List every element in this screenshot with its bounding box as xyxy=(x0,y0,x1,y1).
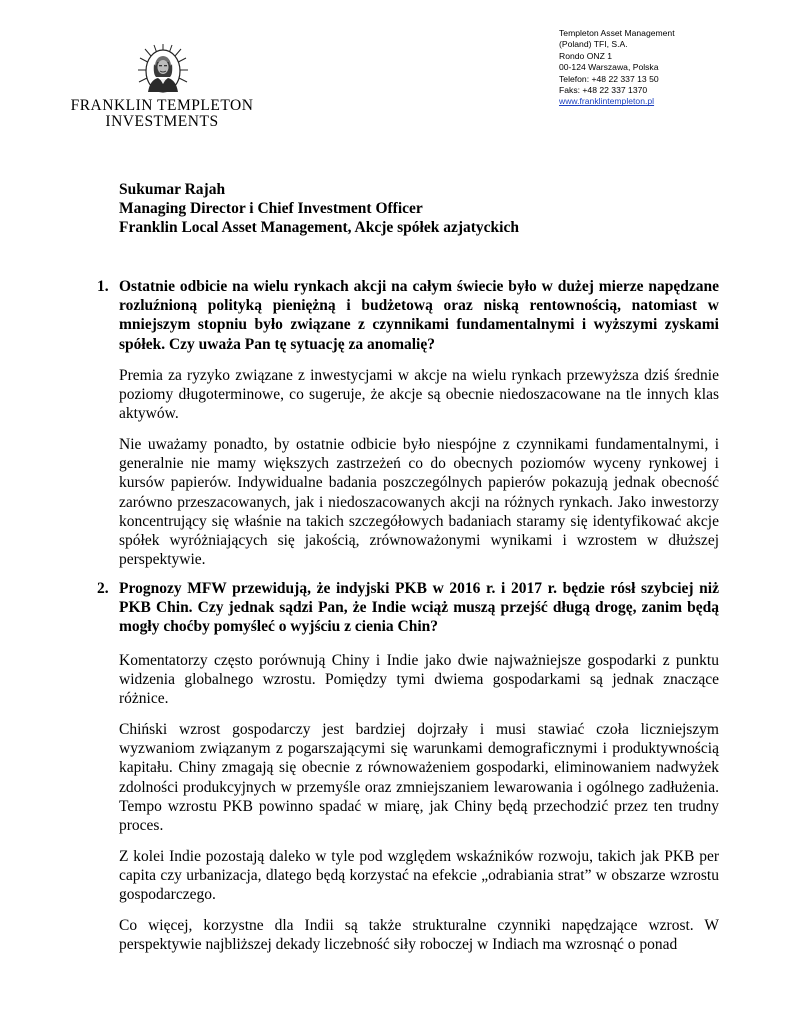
author-title: Managing Director i Chief Investment Officer xyxy=(119,200,423,218)
answer-paragraph: Komentatorzy często porównują Chiny i Indie jako dwie najważniejsze gospodarki z punktu widzenia globalnego wzrostu. Pomiędzy tymi dwiema gospodarkami są jednak znaczące różnice. xyxy=(119,652,719,708)
company-address-block xyxy=(559,28,675,108)
question-text: Prognozy MFW przewidują, że indyjski PKB w 2016 r. i 2017 r. będzie rósł szybciej niż PKB Chin. Czy jednak sądzi Pan, że Indie wciąż muszą przejść długą drogę, zanim będą mogły choćby pomyśleć o wyjściu z cienia Chin? xyxy=(119,580,719,636)
author-unit: Franklin Local Asset Management, Akcje spółek azjatyckich xyxy=(119,219,519,237)
address-company-line2: (Poland) TFI, S.A. xyxy=(559,39,628,50)
answer-paragraph: Nie uważamy ponadto, by ostatnie odbicie było niespójne z czynnikami fundamentalnymi, i generalnie nie mamy większych zastrzeżeń co do obecnych poziomów wyceny rynkowej i kursów papierów. Indywidualne badania poszczególnych papierów pokazują jednak obecność zarówno przeszacowanych, jak i niedoszacowanych akcji na różnych rynkach. Jako inwestorzy koncentrujący się właśnie na takich szczegółowych badaniach staramy się identyfikować akcje spółek wyróżniających się jakością, zrównoważonymi wynikami i wzrostem w dłuższej perspektywie. xyxy=(119,436,719,569)
address-street: Rondo ONZ 1 xyxy=(559,50,613,61)
address-phone: Telefon: +48 22 337 13 50 xyxy=(559,73,659,84)
address-fax: Faks: +48 22 337 1370 xyxy=(559,85,648,96)
author-name: Sukumar Rajah xyxy=(119,181,226,198)
answer-paragraph: Co więcej, korzystne dla Indii są także strukturalne czynniki napędzające wzrost. W perspektywie najbliższej dekady liczebność siły roboczej w Indiach ma wzrosnąć o ponad xyxy=(119,917,719,954)
answer-paragraph: Premia za ryzyko związane z inwestycjami w akcje na wielu rynkach przewyższa dziś średnie poziomy długoterminowe, co sugeruje, że akcje są obecnie niedoszacowane na tle innych klas aktywów. xyxy=(119,367,719,423)
question-text: Ostatnie odbicie na wielu rynkach akcji na całym świecie było w dużej mierze napędzane rozluźnioną polityką pieniężną i budżetową oraz niską rentownością, natomiast w mniejszym stopniu było związane z czynnikami fundamentalnymi i wyższymi zyskami spółek. Czy uważa Pan tę sytuację za anomalię? xyxy=(119,278,719,353)
logo-line-franklin-templeton: FRANKLIN TEMPLETON xyxy=(70,97,254,114)
franklin-portrait-seal-icon xyxy=(136,44,190,96)
address-company-line1: Templeton Asset Management xyxy=(559,28,675,38)
question-number: 1. xyxy=(97,278,109,295)
logo-line-investments: INVESTMENTS xyxy=(105,113,219,130)
author-block xyxy=(119,180,519,238)
answer-paragraph: Chiński wzrost gospodarczy jest bardziej dojrzały i musi stawiać czoła liczniejszym wyzwaniom związanym z pogarszającymi się warunkami demograficznymi i produktywnością kapitału. Chiny zmagają się obecnie z równoważeniem gospodarki, eliminowaniem nadwyżek zdolności produkcyjnych w przemyśle oraz zmniejszaniem lewarowania i ogólnego zadłużenia. Tempo wzrostu PKB powinno spadać w miarę, jak Chiny będą przechodzić przez ten trudny proces. xyxy=(119,721,719,835)
question-number: 2. xyxy=(97,580,109,597)
website-link[interactable]: www.franklintempleton.pl xyxy=(559,96,655,107)
franklin-templeton-logo xyxy=(70,44,254,130)
answer-paragraph: Z kolei Indie pozostają daleko w tyle pod względem wskaźników rozwoju, takich jak PKB per capita czy urbanizacja, dlatego będą korzystać na efekcie „odrabiania strat” w obszarze wzrostu gospodarczego. xyxy=(119,848,719,904)
address-city: 00-124 Warszawa, Polska xyxy=(559,62,659,73)
